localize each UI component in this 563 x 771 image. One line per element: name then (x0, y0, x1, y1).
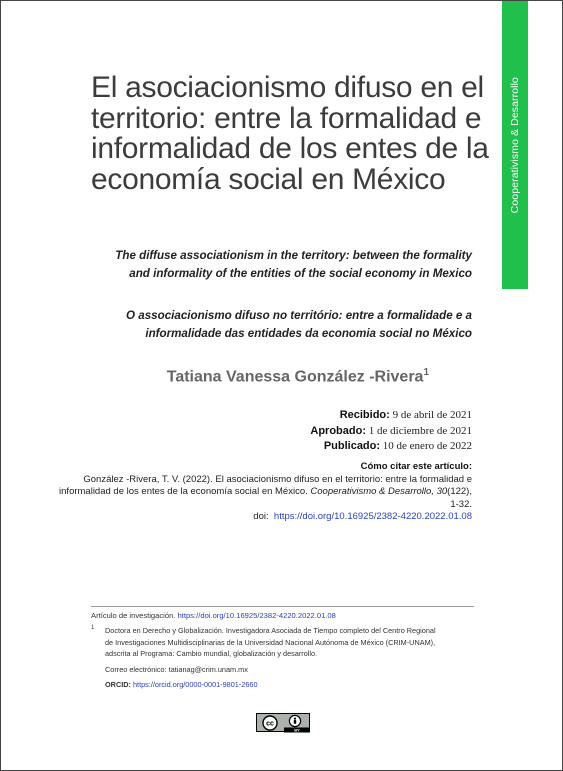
date-received-value: 9 de abril de 2021 (392, 409, 472, 421)
author-orcid-line (105, 679, 445, 691)
citation-doi-link[interactable]: https://doi.org/10.16925/2382-4220.2022.01.08 (273, 511, 472, 523)
article-type-label: Artículo de investigación. (91, 611, 176, 620)
creative-commons-license-badge[interactable] (256, 713, 310, 732)
cc-badge-graphic (257, 714, 311, 733)
orcid-label: ORCID: (105, 680, 131, 690)
svg-text:cc: cc (266, 720, 274, 728)
date-approved (310, 424, 472, 440)
date-approved-value: 1 de diciembre de 2021 (368, 424, 472, 437)
citation-block (52, 461, 472, 524)
email-label: Correo electrónico: (105, 664, 167, 674)
cc-icon (263, 716, 277, 730)
date-published-value: 10 de enero de 2022 (382, 440, 472, 453)
journal-side-tab (502, 1, 528, 289)
date-received (310, 408, 472, 424)
by-icon (289, 715, 300, 726)
subtitle-english: The diffuse associationism in the territory: between the formality and informality of the entities of the social economy in Mexico (115, 249, 472, 280)
author-name (167, 367, 429, 386)
date-published-label: Publicado: (323, 440, 381, 453)
citation-volume: 30 (436, 486, 448, 498)
orcid-link[interactable]: https://orcid.org/0000-0001-9801-2660 (132, 680, 258, 690)
publication-dates (310, 408, 472, 455)
citation-doi-label: doi: (253, 511, 269, 523)
footnote-divider (91, 606, 474, 607)
subtitle-portuguese: O associacionismo difuso no território: entre a formalidade e a informalidade das entidades da economia social no México (126, 309, 472, 340)
citation-journal: Cooperativismo & Desarrollo, (310, 486, 434, 498)
citation-heading: Cómo citar este artículo: (360, 461, 472, 472)
citation-text-main: González -Rivera, T. V. (2022). El asociacionismo difuso en el territorio: entre la formalidad e informalidad de los entes de la economía social en México. (59, 473, 472, 498)
author-email: tatianag@crim.unam.mx (168, 664, 248, 674)
author-footnote-mark: 1 (423, 367, 429, 378)
by-label: BY (294, 727, 300, 733)
date-published (310, 439, 472, 455)
footnote-number: 1 (91, 625, 95, 631)
date-approved-label: Aprobado: (310, 424, 366, 437)
article-type-doi-link[interactable]: https://doi.org/10.16925/2382-4220.2022.01.08 (177, 611, 336, 620)
author-affiliation: Doctora en Derecho y Globalización. Investigadora Asociada de Tiempo completo del Centro Regional de Investigaciones Multidisciplinarias de la Universidad Nacional Autónoma de México (CRIM-UNAM), adscrita al Programa: Cambio mundial, globalización y desarrollo. (105, 626, 436, 659)
citation-text (52, 474, 472, 512)
article-title: El asociacionismo difuso en el territorio: entre la formalidad e informalidad de los entes de la economía social en México (91, 71, 489, 196)
citation-doi-line (52, 511, 472, 524)
author-name-text: Tatiana Vanessa González -Rivera (166, 368, 424, 386)
author-email-line (105, 664, 445, 676)
citation-issue-pages: (122), 1-32. (447, 486, 472, 510)
date-received-label: Recibido: (339, 409, 390, 421)
journal-name: Cooperativismo & Desarrollo (509, 77, 521, 214)
article-type-line (91, 611, 336, 620)
author-footnote (105, 625, 445, 695)
